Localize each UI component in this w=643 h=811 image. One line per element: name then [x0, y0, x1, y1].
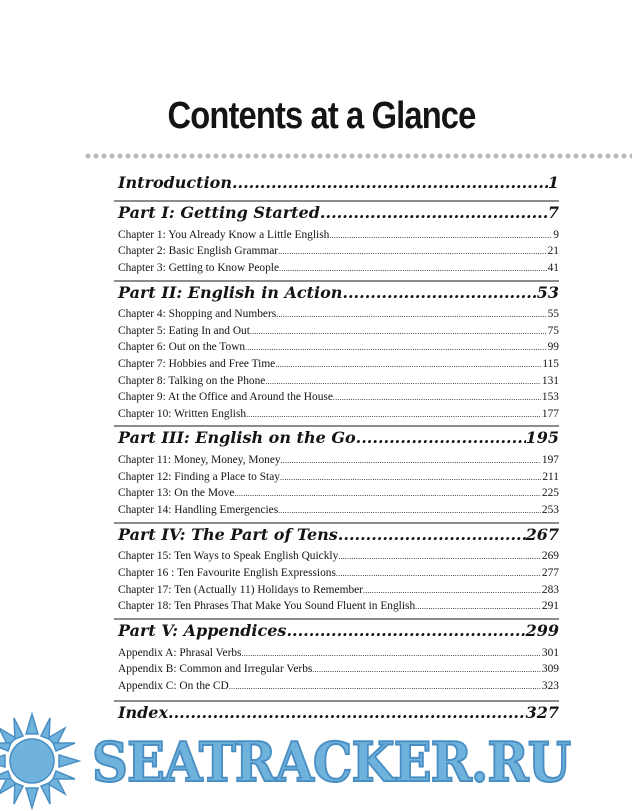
dot-leader [242, 647, 541, 661]
toc-entry-page: 99 [547, 341, 559, 353]
dot-leader [338, 525, 526, 545]
dot-leader [415, 600, 541, 614]
toc-entry-label: Chapter 6: Out on the Town [118, 341, 246, 353]
toc-entry-page: 225 [541, 487, 559, 499]
toc-chapter-entry [118, 244, 559, 258]
dot-leader [278, 504, 541, 518]
toc-chapter-entry [118, 340, 559, 354]
toc-entry-label: Chapter 3: Getting to Know People [118, 262, 280, 274]
toc-entry-label: Chapter 5: Eating In and Out [118, 325, 250, 337]
page-title: Contents at a Glance [167, 95, 476, 137]
dotted-divider [84, 152, 632, 160]
dot-leader [312, 663, 541, 677]
toc-entry-page: 115 [542, 358, 559, 370]
toc-part-entry [118, 173, 559, 193]
toc-chapter-entry [118, 228, 559, 242]
toc-entry-page: 301 [541, 647, 559, 659]
part-divider [114, 522, 559, 524]
toc-entry-label: Chapter 13: On the Move [118, 487, 235, 499]
toc-entry-page: 309 [541, 663, 559, 675]
dot-leader [286, 621, 525, 641]
toc-chapter-entry [118, 599, 559, 613]
toc-entry-page: 299 [525, 621, 559, 640]
toc-entry-label: Appendix A: Phrasal Verbs [118, 647, 242, 659]
toc-entry-page: 211 [542, 471, 559, 483]
toc-entry-label: Introduction [118, 173, 232, 192]
toc-entry-page: 277 [541, 567, 559, 579]
toc-chapter-entry [118, 390, 559, 404]
toc-chapter-entry [118, 503, 559, 517]
toc-chapter-entry [118, 549, 559, 563]
toc-entry-page: 41 [547, 262, 559, 274]
toc-chapter-entry [118, 566, 559, 580]
toc-chapter-entry [118, 324, 559, 338]
toc-part-entry [118, 428, 559, 448]
toc-entry-label: Chapter 1: You Already Know a Little English [118, 229, 330, 241]
dot-leader [250, 325, 547, 339]
toc-chapter-entry [118, 583, 559, 597]
toc-entry-label: Chapter 4: Shopping and Numbers [118, 308, 277, 320]
dot-leader [279, 262, 547, 276]
toc-entry-label: Appendix B: Common and Irregular Verbs [118, 663, 313, 675]
dot-leader [245, 341, 546, 355]
dot-leader [275, 358, 541, 372]
toc-entry-label: Part V: Appendices [118, 621, 287, 640]
toc-entry-label: Chapter 11: Money, Money, Money [118, 454, 281, 466]
toc-entry-page: 75 [547, 325, 559, 337]
dot-leader [329, 229, 552, 243]
toc-entry-label: Part II: English in Action [118, 283, 343, 302]
dot-leader [278, 245, 547, 259]
toc-entry-page: 323 [541, 680, 559, 692]
toc-chapter-entry [118, 470, 559, 484]
toc-chapter-entry [118, 261, 559, 275]
toc-entry-label: Chapter 10: Written English [118, 408, 247, 420]
toc-chapter-entry [118, 486, 559, 500]
dot-leader [246, 408, 541, 422]
part-divider [114, 700, 559, 702]
toc-chapter-entry [118, 662, 559, 676]
toc-part-entry [118, 203, 559, 223]
dot-leader [336, 567, 541, 581]
dot-leader [342, 283, 536, 303]
toc-entry-label: Chapter 8: Talking on the Phone [118, 375, 266, 387]
toc-entry-page: 197 [541, 454, 559, 466]
toc-entry-page: 7 [547, 203, 559, 222]
dot-leader [338, 550, 541, 564]
part-divider [114, 200, 559, 202]
part-divider [114, 618, 559, 620]
toc-entry-page: 253 [541, 504, 559, 516]
toc-entry-label: Chapter 18: Ten Phrases That Make You Sound Fluent in English [118, 600, 416, 612]
toc-entry-label: Chapter 15: Ten Ways to Speak English Quickly [118, 550, 339, 562]
toc-entry-page: 21 [547, 245, 559, 257]
toc-entry-label: Index [118, 703, 169, 722]
toc-entry-label: Chapter 7: Hobbies and Free Time [118, 358, 276, 370]
watermark-text: SEATRACKER.RU [92, 730, 571, 794]
toc-entry-page: 153 [541, 391, 559, 403]
toc-entry-page: 327 [525, 703, 559, 722]
dot-leader [363, 584, 541, 598]
toc-entry-page: 195 [525, 428, 559, 447]
toc-chapter-entry [118, 646, 559, 660]
dot-leader [281, 454, 541, 468]
toc-entry-label: Chapter 14: Handling Emergencies [118, 504, 279, 516]
sun-icon [0, 706, 102, 811]
toc-entry-page: 131 [541, 375, 559, 387]
dot-leader [265, 375, 541, 389]
part-divider [114, 280, 559, 282]
toc-entry-label: Chapter 17: Ten (Actually 11) Holidays to Remember [118, 584, 363, 596]
dot-leader [232, 173, 548, 193]
toc-part-entry [118, 283, 559, 303]
toc-chapter-entry [118, 679, 559, 693]
toc-entry-label: Chapter 12: Finding a Place to Stay [118, 471, 280, 483]
dot-leader [320, 203, 548, 223]
dot-leader [229, 680, 541, 694]
toc-chapter-entry [118, 374, 559, 388]
toc-part-entry [118, 621, 559, 641]
toc-entry-page: 177 [541, 408, 559, 420]
toc-entry-page: 267 [525, 525, 559, 544]
toc-entry-label: Appendix C: On the CD [118, 680, 229, 692]
toc-entry-label: Part IV: The Part of Tens [118, 525, 338, 544]
toc-entry-page: 1 [547, 173, 559, 192]
toc-entry-page: 53 [536, 283, 559, 302]
dot-leader [280, 471, 541, 485]
dot-leader [276, 308, 546, 322]
toc-entry-label: Chapter 16 : Ten Favourite English Expressions [118, 567, 336, 579]
toc-part-entry [118, 525, 559, 545]
toc-entry-page: 55 [547, 308, 559, 320]
toc-entry-label: Part I: Getting Started [118, 203, 320, 222]
dot-leader [234, 487, 540, 501]
toc-chapter-entry [118, 307, 559, 321]
toc-entry-page: 291 [541, 600, 559, 612]
toc-chapter-entry [118, 407, 559, 421]
dot-leader [333, 391, 541, 405]
dot-leader [356, 428, 526, 448]
toc-chapter-entry [118, 357, 559, 371]
toc-entry-label: Part III: English on the Go [118, 428, 356, 447]
toc-entry-label: Chapter 9: At the Office and Around the House [118, 391, 333, 403]
toc-entry-page: 9 [553, 229, 559, 241]
toc-entry-page: 283 [541, 584, 559, 596]
toc-entry-page: 269 [541, 550, 559, 562]
part-divider [114, 425, 559, 427]
toc-entry-label: Chapter 2: Basic English Grammar [118, 245, 279, 257]
toc-chapter-entry [118, 453, 559, 467]
